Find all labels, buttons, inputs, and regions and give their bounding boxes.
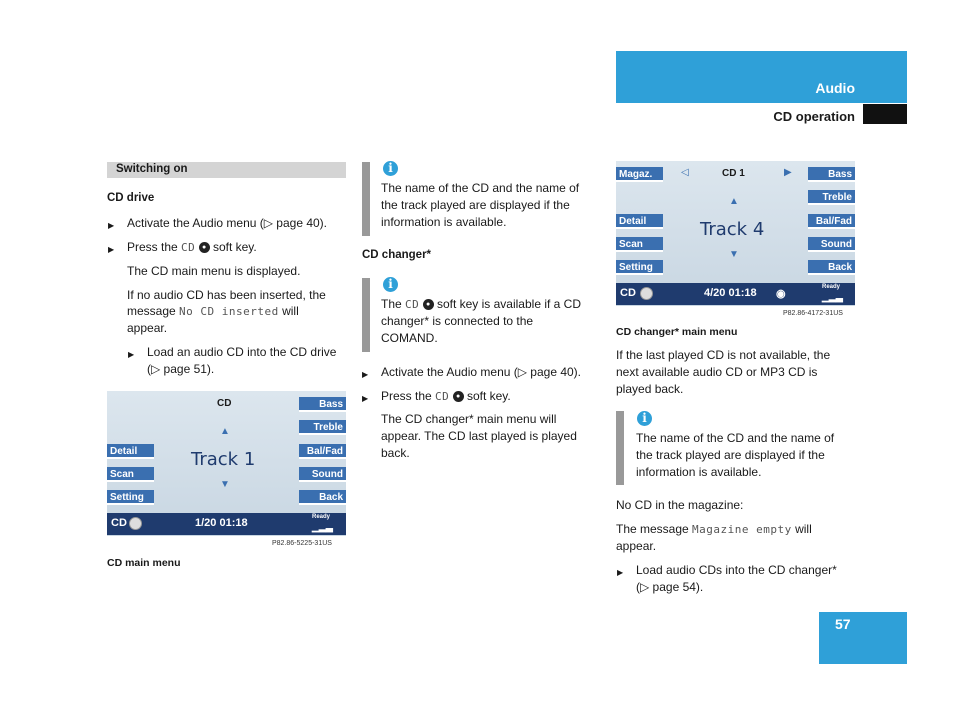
result-text: appear. The CD last played is played <box>381 429 577 443</box>
figure-ref: P82.86-4172-31US <box>783 310 843 317</box>
cd-icon <box>129 517 142 530</box>
cd-drive-heading: CD drive <box>107 192 155 204</box>
step-load-cds: ▶ Load audio CDs into the CD changer* <box>636 562 837 579</box>
figure-caption: CD main menu <box>107 557 181 569</box>
info-text: COMAND. <box>381 331 438 345</box>
step-text: soft key. <box>209 240 257 254</box>
cd-disc-icon: ● <box>199 242 210 253</box>
step-activate-audio: ▶ Activate the Audio menu (▷ page 40). <box>381 364 581 381</box>
back-softkey[interactable]: Back <box>299 490 346 505</box>
info-icon: i <box>383 161 398 176</box>
body-text-part: The message <box>616 522 693 536</box>
info-icon: i <box>637 411 652 426</box>
result-text: The CD main menu is displayed. <box>127 264 301 278</box>
result-text <box>127 303 299 320</box>
status-source: CD <box>111 517 127 529</box>
signal-icon: ▁▂▃ <box>822 292 843 302</box>
body-text-part: will <box>791 522 812 536</box>
info-text-part: soft key is available if a CD <box>433 297 582 311</box>
step-press-cd <box>381 388 511 405</box>
step-text: Press the <box>381 389 436 403</box>
info-text: The name of the CD and the name of <box>381 181 580 195</box>
result-text: If no audio CD has been inserted, the <box>127 288 326 302</box>
result-text: The CD changer* main menu will <box>381 412 557 426</box>
status-ready: Ready <box>312 514 331 520</box>
scan-softkey[interactable]: Scan <box>616 237 663 252</box>
magazine-empty-message: Magazine empty <box>692 523 792 536</box>
info-icon: i <box>383 277 398 292</box>
sub-step-load-cd: ▶ Load an audio CD into the CD drive <box>147 344 336 361</box>
sound-softkey[interactable]: Sound <box>808 237 855 252</box>
balfad-softkey[interactable]: Bal/Fad <box>808 214 855 229</box>
cd-changer-screen <box>616 161 855 306</box>
page-subtitle: CD operation <box>773 109 855 124</box>
info-bar <box>616 411 624 485</box>
screen-title: CD 1 <box>722 168 745 179</box>
header-tab-marker <box>863 104 907 124</box>
signal-icon: ▁▂▃ <box>312 522 333 532</box>
detail-softkey[interactable]: Detail <box>107 444 154 459</box>
info-text-part: The <box>381 297 406 311</box>
bass-softkey[interactable]: Bass <box>299 397 346 412</box>
cd-softkey-label: CD <box>181 241 196 254</box>
sub-step-ref: (▷ page 51). <box>147 362 215 376</box>
info-bar <box>362 278 370 352</box>
section-title: Switching on <box>116 163 188 175</box>
bass-softkey[interactable]: Bass <box>808 167 855 182</box>
section-bar <box>107 162 346 178</box>
body-text <box>616 521 812 538</box>
figure-ref: P82.86-5225-31US <box>272 540 332 547</box>
status-track-time: 1/20 01:18 <box>195 517 248 529</box>
sound-softkey[interactable]: Sound <box>299 467 346 482</box>
result-text-part: will <box>278 304 299 318</box>
info-bar <box>362 162 370 236</box>
page-number-box <box>819 612 907 664</box>
right-arrow-icon: ▶ <box>784 167 792 178</box>
cd-main-menu-screen <box>107 391 346 536</box>
info-text: information is available. <box>636 465 762 479</box>
no-cd-message: No CD inserted <box>179 305 279 318</box>
result-text: appear. <box>127 321 168 335</box>
status-bar <box>616 283 855 305</box>
track-label: Track 1 <box>191 449 256 470</box>
magazine-softkey[interactable]: Magaz. <box>616 167 663 182</box>
step-text: Press the <box>127 240 182 254</box>
scan-softkey[interactable]: Scan <box>107 467 154 482</box>
treble-softkey[interactable]: Treble <box>299 420 346 435</box>
status-ready: Ready <box>822 284 841 290</box>
page-number: 57 <box>835 616 851 632</box>
step-ref: (▷ page 54). <box>636 580 704 594</box>
cd-changer-icon <box>640 287 653 300</box>
treble-softkey[interactable]: Treble <box>808 190 855 205</box>
step-activate-audio: ▶ Activate the Audio menu (▷ page 40). <box>127 215 327 232</box>
cd-changer-icon: ● <box>423 299 434 310</box>
body-text: played back. <box>616 382 684 396</box>
info-text: changer* is connected to the <box>381 314 534 328</box>
up-arrow-icon: ▲ <box>220 426 230 437</box>
step-text: soft key. <box>463 389 511 403</box>
down-arrow-icon: ▼ <box>729 249 739 260</box>
info-text: The name of the CD and the name of <box>636 431 835 445</box>
status-bar <box>107 513 346 535</box>
up-arrow-icon: ▲ <box>729 196 739 207</box>
left-arrow-icon: ◁ <box>681 167 689 178</box>
detail-softkey[interactable]: Detail <box>616 214 663 229</box>
down-arrow-icon: ▼ <box>220 479 230 490</box>
body-text: appear. <box>616 539 657 553</box>
cd-changer-heading: CD changer* <box>362 249 432 261</box>
back-softkey[interactable]: Back <box>808 260 855 275</box>
disc-icon: ◉ <box>776 288 786 300</box>
body-text: No CD in the magazine: <box>616 498 744 512</box>
screen-title: CD <box>217 398 232 409</box>
info-text: the track played are displayed if the <box>381 198 570 212</box>
info-text: the track played are displayed if the <box>636 448 825 462</box>
cd-softkey-label: CD <box>405 298 420 311</box>
cd-changer-icon: ● <box>453 391 464 402</box>
status-track-time: 4/20 01:18 <box>704 287 757 299</box>
info-text <box>381 296 581 313</box>
body-text: If the last played CD is not available, the <box>616 348 831 362</box>
setting-softkey[interactable]: Setting <box>616 260 663 275</box>
balfad-softkey[interactable]: Bal/Fad <box>299 444 346 459</box>
status-source: CD <box>620 287 636 299</box>
figure-caption: CD changer* main menu <box>616 326 738 338</box>
result-text-part: message <box>127 304 180 318</box>
cd-softkey-label: CD <box>435 390 450 403</box>
info-text: information is available. <box>381 215 507 229</box>
page-title: Audio <box>815 80 855 96</box>
track-label: Track 4 <box>700 219 765 240</box>
body-text: next available audio CD or MP3 CD is <box>616 365 818 379</box>
setting-softkey[interactable]: Setting <box>107 490 154 505</box>
result-text: back. <box>381 446 410 460</box>
step-press-cd <box>127 239 257 256</box>
